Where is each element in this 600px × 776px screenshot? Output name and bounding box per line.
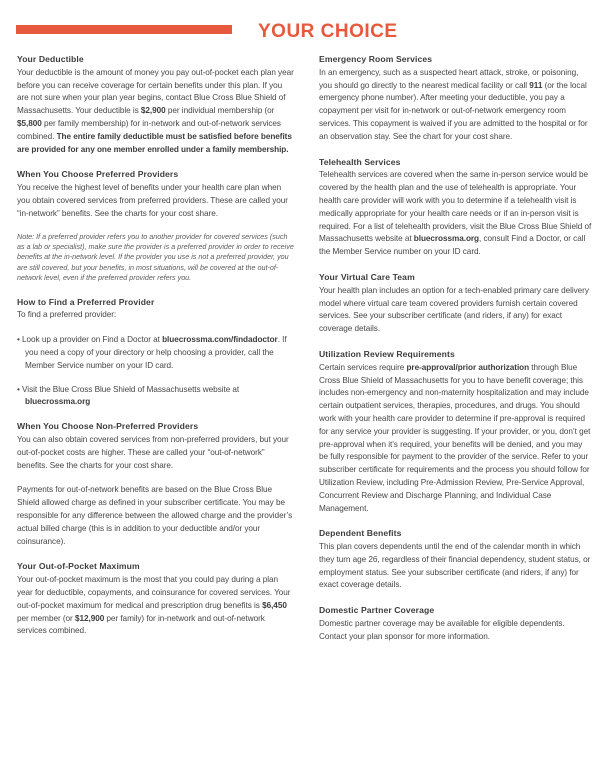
section-your-out-of-pocket-maximum <box>17 560 294 638</box>
text-segment: Domestic partner coverage may be available for eligible dependents. Contact your plan sponsor for more information. <box>319 619 565 641</box>
section-utilization-review-requirements <box>319 348 593 515</box>
text-segment: To find a preferred provider: <box>17 310 117 320</box>
section-heading: Dependent Benefits <box>319 528 402 539</box>
section-domestic-partner-coverage <box>319 604 593 643</box>
bold-text-segment: 911 <box>529 80 543 90</box>
section-telehealth-services <box>319 156 593 259</box>
left-column <box>17 53 294 656</box>
text-segment: You can also obtain covered services from non-preferred providers, but your out-of-pocket costs are higher. These are called your “out-of-network” benefits. See the charts for your cost share. <box>17 434 289 470</box>
paragraph <box>319 169 593 259</box>
paragraph <box>17 434 294 472</box>
paragraph <box>17 182 294 220</box>
text-segment: per individual membership (or <box>165 106 275 116</box>
text-segment: Payments for out-of-network benefits are based on the Blue Cross Blue Shield allowed charge as defined in your subscriber certificate. You may be responsible for any difference between the allowed charge and the provider’s actual billed charge (this is in addition to your deductible and/or your coinsurance). <box>17 485 293 546</box>
page-title: YOUR CHOICE <box>258 21 398 42</box>
right-column <box>319 53 593 656</box>
text-segment: Your out-of-pocket maximum is the most that you could pay during a plan year for deductible, copayments, and coinsurance for covered services. Your out-of-pocket maximum for medical and prescription drug benefits is <box>17 575 291 610</box>
bold-text-segment: bluecrossma.org <box>413 234 480 244</box>
bold-text-segment: $12,900 <box>74 613 105 623</box>
section-your-virtual-care-team <box>319 271 593 336</box>
section-heading: Utilization Review Requirements <box>319 348 455 359</box>
text-segment: per family) for in-network and out-of-network services combined. <box>17 613 265 636</box>
text-segment: This plan covers dependents until the end of the calendar month in which they turn age 26, regardless of their financial dependency, student status, or employment status. See your subscriber certificate (and riders, if any) for exact coverage details. <box>319 542 591 590</box>
text-segment: per member (or <box>17 613 75 623</box>
text-segment: Look up a provider on Find a Doctor at <box>22 335 163 345</box>
section-emergency-room-services <box>319 53 593 144</box>
bold-text-segment: bluecrossma.com/findadoctor <box>162 335 278 345</box>
paragraph <box>319 541 593 592</box>
bold-text-segment: $2,900 <box>140 106 166 116</box>
bold-text-segment: $5,800 <box>17 118 42 128</box>
text-segment: (or the local emergency phone number). After meeting your deductible, you pay a copayment per visit for in-network or out-of-network emergency room services. This copayment is waived if you are admitted to the hospital or for an observation stay. See the chart for your cost share. <box>319 80 588 141</box>
text-segment: Your deductible is the amount of money you pay out-of-pocket each plan year before you can receive coverage for certain benefits under this plan. If you are not sure when your plan year begins, contact Blue Cross Blue Shield of Massachusetts. Your deductible is <box>17 67 294 116</box>
bold-text-segment: pre-approval/prior authorization <box>406 362 530 372</box>
content-columns <box>17 53 593 656</box>
paragraph <box>17 484 294 548</box>
bullet-icon: • <box>17 384 23 394</box>
paragraph <box>319 67 593 144</box>
text-segment: Visit the Blue Cross Blue Shield of Massachusetts website at <box>22 384 240 394</box>
paragraph <box>319 362 593 516</box>
section-your-deductible <box>17 53 294 156</box>
section-when-you-choose-preferred-providers <box>17 168 294 283</box>
section-how-to-find-a-preferred-provider <box>17 296 294 410</box>
bold-text-segment: $6,450 <box>262 600 287 610</box>
bullet-icon: • <box>17 335 23 345</box>
bold-text-segment: bluecrossma.org <box>25 397 91 407</box>
text-segment: Telehealth services are covered when the same in-person service would be covered by the health plan and the use of telehealth is appropriate. Your health care provider will work with you to determine if a telehealth visit is medically appropriate for your health care needs or if an in-person visit is required. For a list of telehealth providers, visit the Blue Cross Blue Shield of Massachusetts website at <box>319 170 592 244</box>
section-heading: When You Choose Preferred Providers <box>17 169 179 180</box>
paragraph <box>17 67 294 157</box>
section-heading: Your Virtual Care Team <box>319 271 415 282</box>
section-heading: How to Find a Preferred Provider <box>17 296 155 307</box>
section-when-you-choose-non-preferred-providers <box>17 420 294 548</box>
section-dependent-benefits <box>319 527 593 592</box>
text-segment: through Blue Cross Blue Shield of Massachusetts for you to have benefit coverage; this includes non-emergency and non-maternity hospitalization and may include certain outpatient services, therapies, procedures, and drugs. You should work with your health care provider to determine if pre-approval is required for any service your provider is suggesting. If your provider, or you, don’t get pre-approval when it’s required, your benefits will be denied, and you may be fully responsible for payment to the provider of the service. Refer to your subscriber certificate for requirements and the process you should follow for Utilization Review, including Pre-Admission Review, Pre-Service Approval, Concurrent Review and Discharge Planning, and Individual Case Management. <box>319 362 591 513</box>
text-segment: You receive the highest level of benefits under your health care plan when you obtain covered services from preferred providers. These are called your “in-network” benefits. See the charts for your cost share. <box>17 183 288 218</box>
text-segment: . If you need a copy of your directory or help choosing a provider, call the Member Service number on your ID card. <box>25 335 287 370</box>
section-heading: Domestic Partner Coverage <box>319 605 435 616</box>
bullet-item <box>17 334 294 372</box>
accent-bar <box>16 25 232 34</box>
paragraph <box>319 618 593 644</box>
text-segment: Your health plan includes an option for a tech-enabled primary care delivery model where virtual care team covered providers furnish certain covered services. See your subscriber certificate (and riders, if any) for exact coverage details. <box>319 285 589 334</box>
bold-text-segment: The entire family deductible must be satisfied before benefits are provided for any one member enrolled under a family membership. <box>17 131 292 154</box>
paragraph <box>319 285 593 336</box>
text-segment: Certain services require <box>319 362 407 372</box>
section-heading: When You Choose Non-Preferred Providers <box>17 421 199 432</box>
section-heading: Your Out-of-Pocket Maximum <box>17 561 140 572</box>
text-segment: In an emergency, such as a suspected heart attack, stroke, or poisoning, you should go directly to the nearest medical facility or call <box>319 67 579 90</box>
bullet-item <box>17 384 294 410</box>
section-heading: Emergency Room Services <box>319 54 433 64</box>
text-segment: Note: If a preferred provider refers you to another provider for covered services (such as a lab or specialist), make sure the provider is a preferred provider in order to receive benefits at the in-network level. If the provider you use is not a preferred provider, you are still covered, but your benefits, in most situations, will be covered at the out-of-network level, even if the preferred provider refers you. <box>17 231 294 283</box>
note-paragraph <box>17 232 294 284</box>
section-heading: Telehealth Services <box>319 156 401 167</box>
paragraph <box>17 574 294 638</box>
text-segment: per family membership) for in-network and out-of-network services combined. <box>17 118 281 141</box>
section-heading: Your Deductible <box>17 54 84 64</box>
paragraph <box>17 309 294 322</box>
text-segment: , consult Find a Doctor, or call the Member Service number on your ID card. <box>319 234 586 257</box>
